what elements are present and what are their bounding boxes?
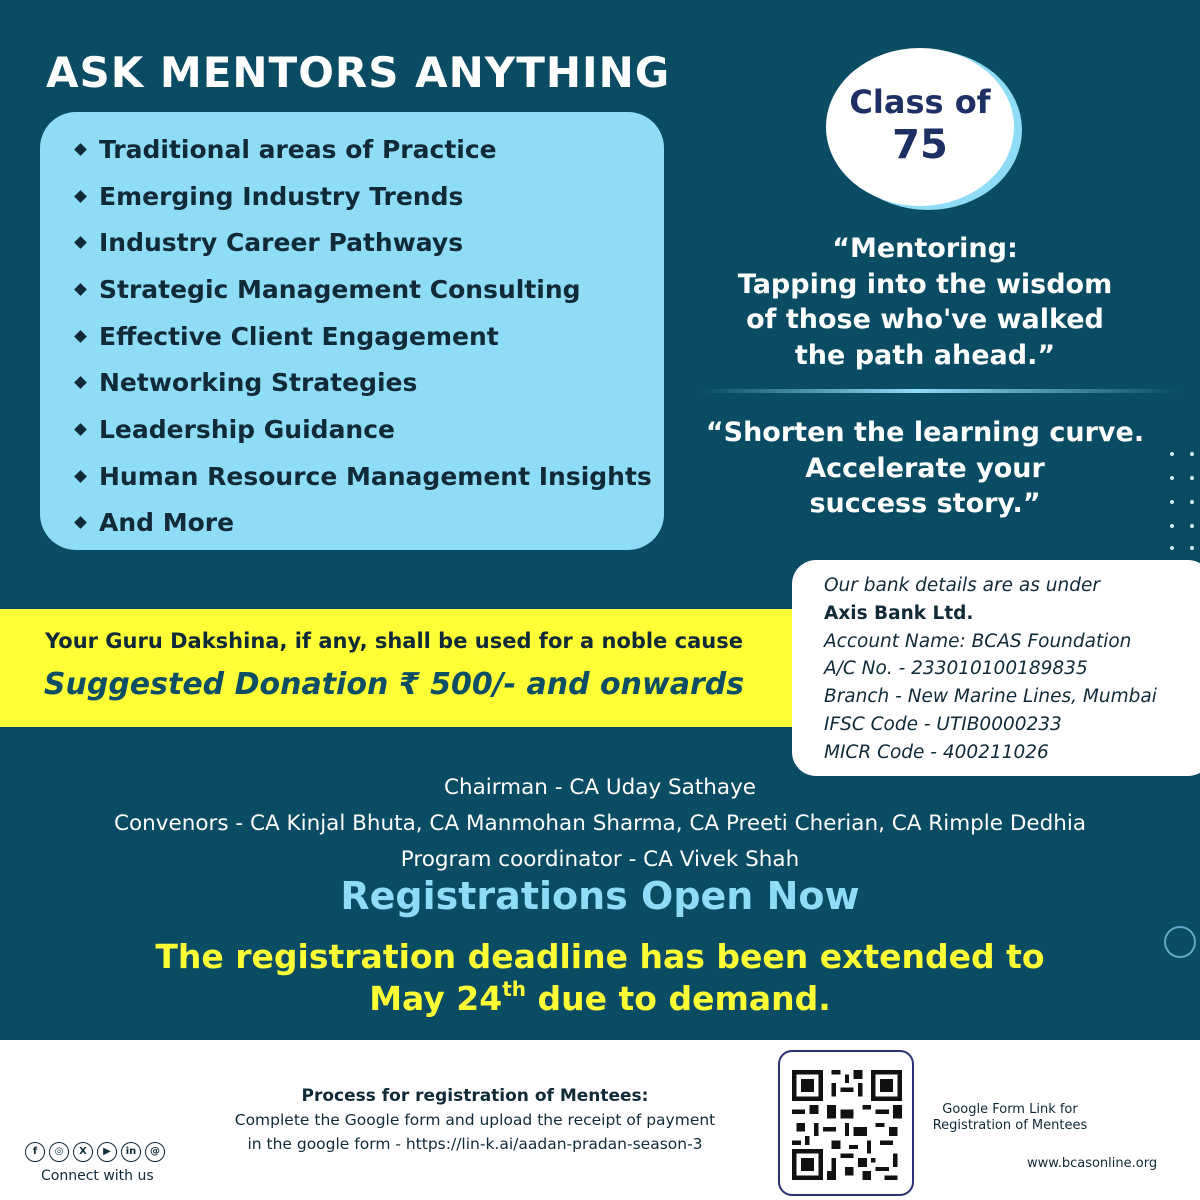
quote-line: success story.” [809,488,1041,519]
form-label-line: Google Form Link for [942,1102,1078,1117]
convenors: Convenors - CA Kinjal Bhuta, CA Manmohan Sharma, CA Preeti Cherian, CA Rimple Dedhia [113,811,1087,836]
topic-label: Traditional areas of Practice [99,134,497,164]
decorative-dots [1168,452,1198,552]
website-link[interactable]: www.bcasonline.org [1027,1156,1158,1171]
diamond-bullet-icon [74,516,87,529]
topic-item [74,313,664,360]
youtube-icon[interactable]: ▶ [97,1142,117,1162]
account-name: Account Name: BCAS Foundation [824,630,1132,652]
instagram-icon[interactable]: ◎ [49,1142,69,1162]
topic-item [74,266,664,313]
social-icons [25,1142,165,1162]
topic-label: Industry Career Pathways [99,228,464,258]
topic-item [74,126,664,173]
diamond-bullet-icon [74,376,87,389]
topic-label: Effective Client Engagement [99,321,499,351]
topics-panel [40,112,664,550]
diamond-bullet-icon [74,330,87,343]
quote-line: the path ahead.” [794,339,1056,371]
organizers [0,770,1200,878]
topic-label: Human Resource Management Insights [99,461,652,491]
deadline-date-line [0,978,1200,1020]
topic-item [74,453,664,500]
program-coordinator: Program coordinator - CA Vivek Shah [400,847,800,872]
linkedin-icon[interactable]: in [121,1142,141,1162]
deadline-line: The registration deadline has been extended to [155,937,1045,976]
deadline-date-suffix: th [502,977,527,1001]
qr-code[interactable] [792,1070,902,1180]
bank-intro: Our bank details are as under [824,575,1100,596]
qr-code-frame[interactable] [778,1050,914,1196]
chairman: Chairman - CA Uday Sathaye [443,775,757,800]
diamond-bullet-icon [74,190,87,203]
quote-line: Tapping into the wisdom [737,268,1113,300]
deadline-reason: due to demand. [526,979,831,1018]
x-icon[interactable]: X [73,1142,93,1162]
badge-number: 75 [892,121,948,168]
account-number: A/C No. - 233010100189835 [824,658,1088,680]
bank-name: Axis Bank Ltd. [824,602,974,624]
deadline-notice [0,936,1200,1020]
diamond-bullet-icon [74,143,87,156]
diamond-bullet-icon [74,236,87,249]
process-title: Process for registration of Mentees: [301,1086,649,1106]
topic-item [74,500,664,547]
quote-line: “Mentoring: [832,233,1018,264]
diamond-bullet-icon [74,423,87,436]
quote-divider [700,389,1180,393]
headline: ASK MENTORS ANYTHING [46,48,671,97]
quote-line: Accelerate your [805,452,1045,484]
facebook-icon[interactable]: f [25,1142,45,1162]
diamond-bullet-icon [74,283,87,296]
micr-code: MICR Code - 400211026 [824,741,1049,763]
form-label-line: Registration of Mentees [932,1118,1088,1133]
quote-line: “Shorten the learning curve. [705,417,1145,448]
badge-label: Class of [849,83,991,122]
donation-note: Your Guru Dakshina, if any, shall be used for a noble cause [44,629,743,653]
footer [0,1040,1200,1200]
topic-item [74,173,664,220]
donation-amount: Suggested Donation ₹ 500/- and onwards [43,667,745,702]
mentoring-quote [690,231,1160,373]
class-badge [826,48,1014,206]
bank-details-card [792,560,1200,776]
bank-branch: Branch - New Marine Lines, Mumbai [824,686,1157,708]
registration-process [215,1084,735,1156]
topic-item [74,359,664,406]
diamond-bullet-icon [74,470,87,483]
topic-label: Leadership Guidance [99,414,396,444]
topic-label: Networking Strategies [99,368,418,398]
google-form-label [920,1102,1100,1134]
topic-label: Emerging Industry Trends [99,181,464,211]
donation-banner [0,609,800,727]
threads-icon[interactable]: @ [145,1142,165,1162]
process-step: Complete the Google form and upload the receipt of payment [234,1111,716,1129]
topic-item [74,219,664,266]
ifsc-code: IFSC Code - UTIB0000233 [824,713,1062,735]
topic-item [74,406,664,453]
connect-label: Connect with us [41,1168,154,1184]
registrations-open: Registrations Open Now [340,874,860,918]
process-link[interactable]: in the google form - https://lin-k.ai/aadan-pradan-season-3 [247,1135,703,1153]
topic-label: And More [99,508,235,538]
quote-line: of those who've walked [746,304,1104,335]
deadline-date: May 24 [369,979,503,1018]
topic-label: Strategic Management Consulting [99,274,581,304]
learning-curve-quote [690,415,1160,522]
